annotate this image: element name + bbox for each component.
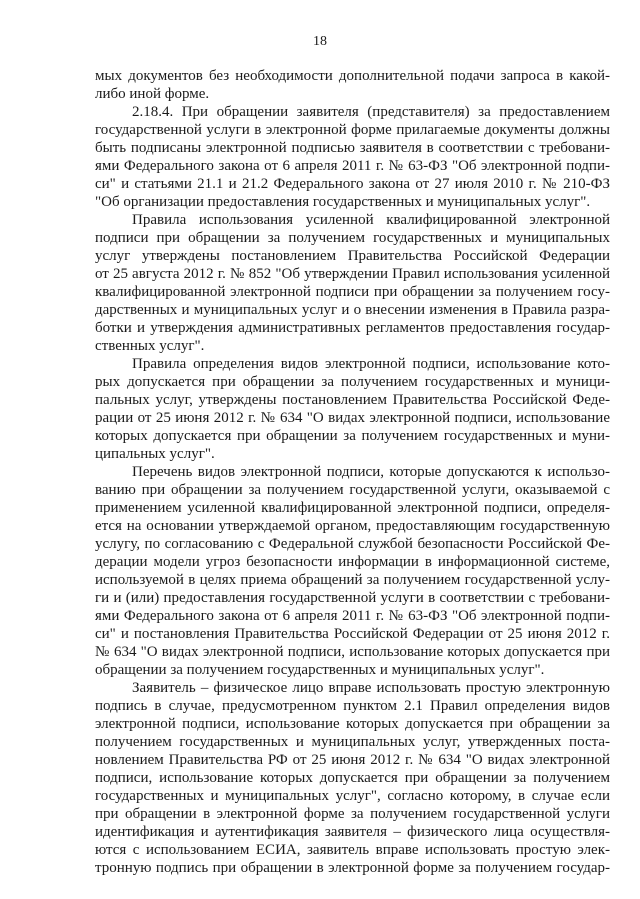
- text-line: получением государственных и муниципальных услуг, утвержденных поста-: [95, 734, 610, 750]
- text-line: новлением Правительства РФ от 25 июня 2012 г. № 634 "О видах электронной: [95, 752, 610, 768]
- text-line: си" и постановления Правительства Российской Федерации от 25 июня 2012 г.: [95, 626, 610, 642]
- text-line: ванию при обращении за получением государственной услуги, оказываемой с: [95, 482, 610, 498]
- paragraph: [95, 67, 610, 103]
- document-body: [95, 67, 610, 877]
- paragraph: [95, 103, 610, 211]
- paragraph: [95, 355, 610, 463]
- text-line: которых допускается при обращении за получением государственных и муни-: [95, 428, 610, 444]
- text-line: ботки и утверждения административных регламентов предоставления государ-: [95, 320, 610, 336]
- text-line: ями Федерального закона от 6 апреля 2011 г. № 63-ФЗ "Об электронной подпи-: [95, 608, 610, 624]
- text-line: ципальных услуг".: [95, 446, 215, 462]
- text-line: 2.18.4. При обращении заявителя (представителя) за предоставлением: [132, 104, 610, 120]
- text-line: государственных и муниципальных услуг", согласно которому, в случае если: [95, 788, 610, 804]
- text-line: ется на основании утверждаемой органом, предоставляющим государственную: [95, 518, 610, 534]
- text-line: "Об организации предоставления государственных и муниципальных услуг".: [95, 194, 591, 210]
- text-line: рации от 25 июня 2012 г. № 634 "О видах электронной подписи, использование: [95, 410, 610, 426]
- text-line: услуг утверждены постановлением Правительства Российской Федерации: [95, 248, 610, 264]
- text-line: ями Федерального закона от 6 апреля 2011 г. № 63-ФЗ "Об электронной подпи-: [95, 158, 610, 174]
- text-line: мых документов без необходимости дополнительной подачи запроса в какой-: [95, 68, 610, 84]
- text-line: подписи, использование которых допускается при обращении за получением: [95, 770, 610, 786]
- paragraph: [95, 211, 610, 355]
- text-line: обращении за получением государственных и муниципальных услуг".: [95, 662, 545, 678]
- text-line: ственных услуг".: [95, 338, 205, 354]
- text-line: ги и (или) предоставления государственной услуги в соответствии с требовани-: [95, 590, 610, 606]
- text-line: дарственных и муниципальных услуг и о внесении изменения в Правила разра-: [95, 302, 610, 318]
- text-line: Правила определения видов электронной подписи, использование кото-: [132, 356, 610, 372]
- text-line: дерации модели угроз безопасности информации в информационной системе,: [95, 554, 610, 570]
- text-line: ются с использованием ЕСИА, заявитель вправе использовать простую элек-: [95, 842, 610, 858]
- text-line: Заявитель – физическое лицо вправе использовать простую электронную: [132, 680, 610, 696]
- text-line: тронную подпись при обращении в электронной форме за получением государ-: [95, 860, 610, 876]
- text-line: от 25 августа 2012 г. № 852 "Об утверждении Правил использования усиленной: [95, 266, 610, 282]
- text-line: применением усиленной квалифицированной электронной подписи, определя-: [95, 500, 610, 516]
- text-line: услугу, по согласованию с Федеральной службой безопасности Российской Фе-: [95, 536, 610, 552]
- text-line: государственной услуги в электронной форме прилагаемые документы должны: [95, 122, 610, 138]
- text-line: при обращении в электронной форме за получением государственной услуги: [95, 806, 610, 822]
- text-line: идентификация и аутентификация заявителя – физического лица осуществля-: [95, 824, 610, 840]
- text-line: либо иной форме.: [95, 86, 210, 102]
- text-line: подписи при обращении за получением государственных и муниципальных: [95, 230, 610, 246]
- text-line: быть подписаны электронной подписью заявителя в соответствии с требовани-: [95, 140, 610, 156]
- text-line: Правила использования усиленной квалифицированной электронной: [132, 212, 610, 228]
- text-line: рых допускается при обращении за получением государственных и муници-: [95, 374, 610, 390]
- text-line: используемой в целях приема обращений за получением государственной услу-: [95, 572, 610, 588]
- text-line: пальных услуг, утверждены постановлением Правительства Российской Феде-: [95, 392, 610, 408]
- page-number: 18: [313, 34, 327, 49]
- text-line: си" и статьями 21.1 и 21.2 Федерального закона от 27 июля 2010 г. № 210-ФЗ: [95, 176, 610, 192]
- text-line: электронной подписи, использование которых допускается при обращении за: [95, 716, 610, 732]
- text-line: квалифицированной электронной подписи при обращении за получением госу-: [95, 284, 610, 300]
- text-line: подпись в случае, предусмотренном пунктом 2.1 Правил определения видов: [95, 698, 610, 714]
- paragraph: [95, 679, 610, 877]
- paragraph: [95, 463, 610, 679]
- text-line: № 634 "О видах электронной подписи, использование которых допускается при: [95, 644, 610, 660]
- text-line: Перечень видов электронной подписи, которые допускаются к использо-: [132, 464, 610, 480]
